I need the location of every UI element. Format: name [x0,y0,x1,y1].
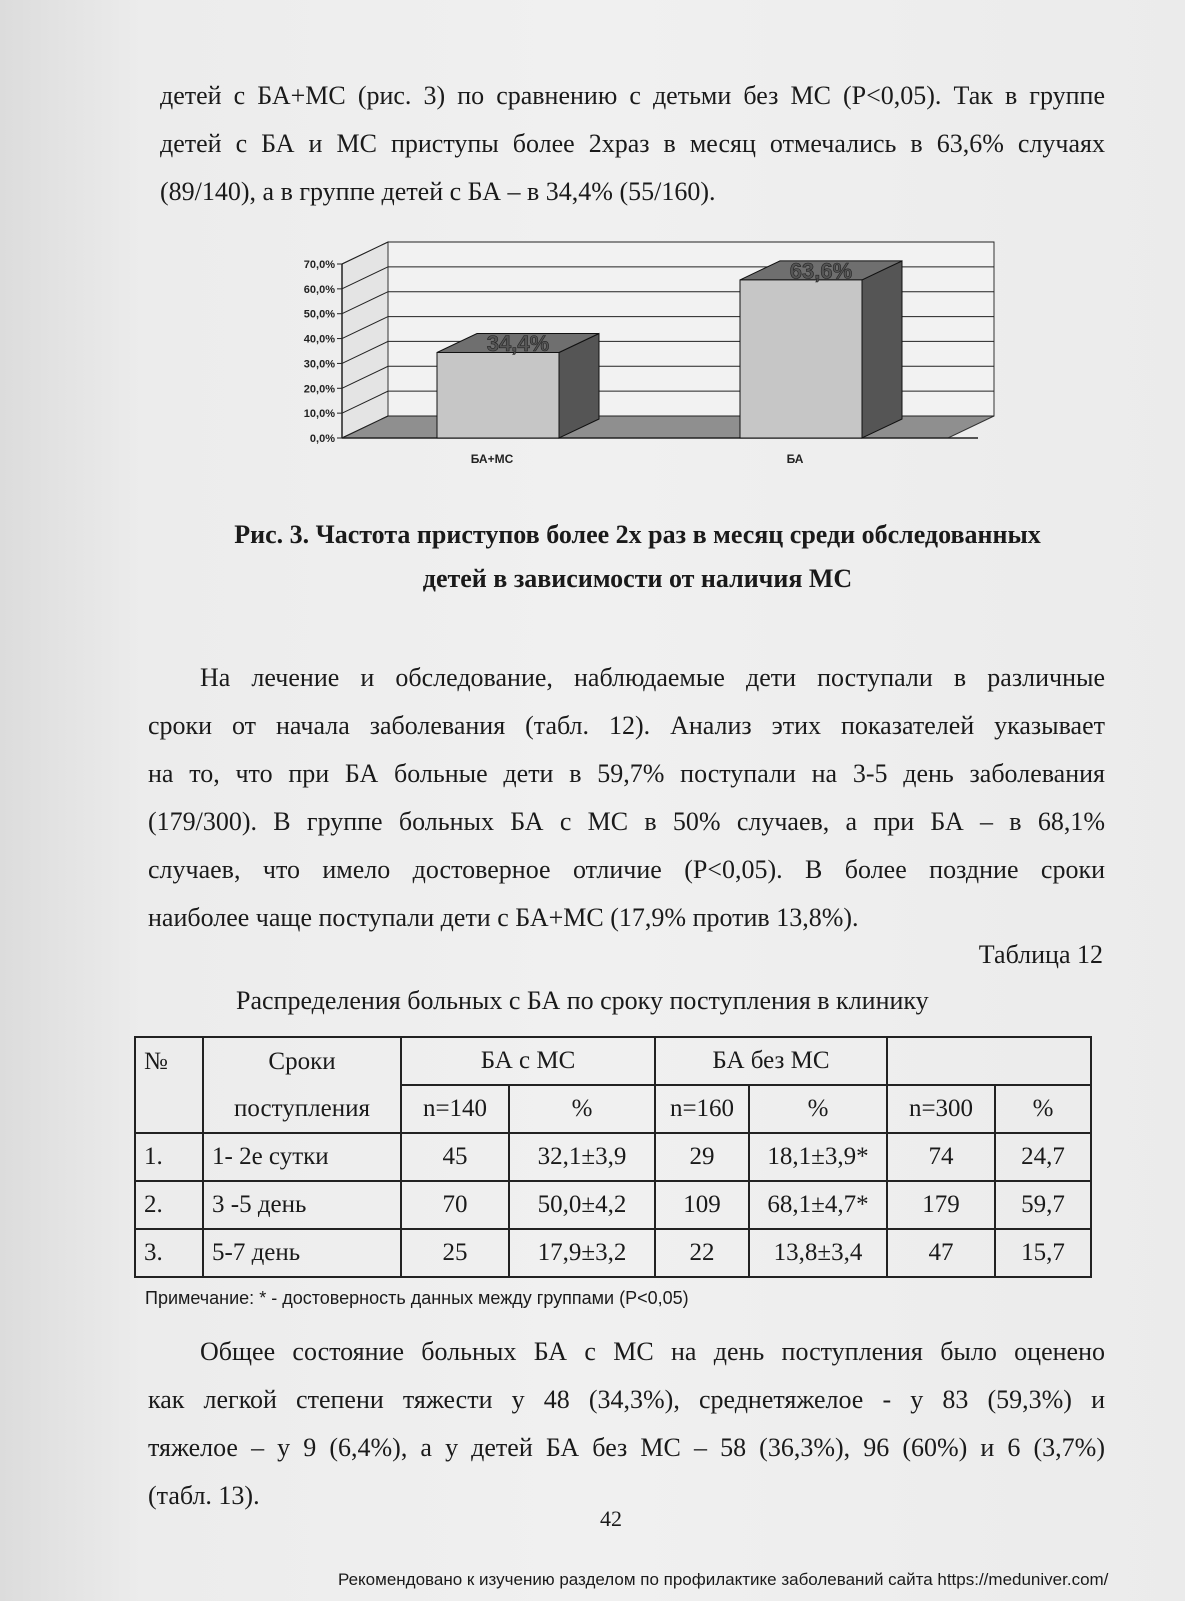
y-tick-label: 30,0% [303,358,335,371]
row-no: 1. [135,1133,203,1181]
table-row [135,1133,1091,1181]
bar [740,280,862,438]
row-p3: 59,7 [995,1181,1091,1229]
text-line: (табл. 13). [148,1481,260,1510]
table-number: Таблица 12 [978,940,1103,969]
header-n3: n=300 [887,1085,995,1133]
footer-note: Рекомендовано к изучению разделом по профилактике заболеваний сайта https://meduniver.com/ [338,1570,1109,1589]
text-line: детей с БА+МС (рис. 3) по сравнению с детьми без МС (Р<0,05). Так в группе [160,81,1105,110]
header-group-ba-ms: БА с МС [401,1037,655,1085]
row-p2: 18,1±3,9* [749,1133,887,1181]
table-header-row [135,1037,1091,1085]
page-number: 42 [600,1506,622,1531]
bar [437,352,559,438]
data-label: 63,6% [789,258,853,284]
y-tick-label: 70,0% [303,259,335,271]
row-period: 1- 2е сутки [203,1133,401,1181]
text-line: Общее состояние больных БА с МС на день поступления было оценено [200,1337,1105,1366]
row-p2: 68,1±4,7* [749,1181,887,1229]
header-no: № [135,1037,203,1085]
text-line: (89/140), а в группе детей с БА – в 34,4% (55/160). [160,177,716,206]
table-note: Примечание: * - достоверность данных между группами (Р<0,05) [145,1288,689,1308]
row-no: 2. [135,1181,203,1229]
chart-side-wall [342,242,388,438]
row-p3: 24,7 [995,1133,1091,1181]
header-pct2: % [749,1085,887,1133]
text-line: На лечение и обследование, наблюдаемые дети поступали в различные [200,663,1105,692]
text-line: наиболее чаще поступали дети с БА+МС (17,9% против 13,8%). [148,903,859,932]
row-n2: 29 [655,1133,749,1181]
header-period-line1: Сроки [203,1037,401,1085]
text-line: детей с БА и МС приступы более 2храз в месяц отмечались в 63,6% случаях [160,129,1105,158]
y-tick-label: 20,0% [303,383,335,396]
header-n1: n=140 [401,1085,509,1133]
table-row [135,1229,1091,1277]
y-tick-label: 50,0% [303,308,335,321]
y-tick-label: 40,0% [303,333,335,346]
text-line: на то, что при БА больные дети в 59,7% поступали на 3-5 день заболевания [148,759,1105,788]
row-n3: 179 [887,1181,995,1229]
header-n2: n=160 [655,1085,749,1133]
row-p1: 32,1±3,9 [509,1133,655,1181]
x-tick-label: БА [786,452,804,466]
row-no: 3. [135,1229,203,1277]
row-n2: 22 [655,1229,749,1277]
text-line: как легкой степени тяжести у 48 (34,3%), среднетяжелое - у 83 (59,3%) и [148,1385,1105,1414]
bar-side [862,261,902,438]
second-paragraph [148,654,1105,942]
text-line: тяжелое – у 9 (6,4%), а у детей БА без МС – 58 (36,3%), 96 (60%) и 6 (3,7%) [148,1433,1105,1462]
row-p2: 13,8±3,4 [749,1229,887,1277]
header-group-ba: БА без МС [655,1037,887,1085]
header-pct1: % [509,1085,655,1133]
row-n1: 45 [401,1133,509,1181]
row-p1: 17,9±3,2 [509,1229,655,1277]
header-period-line2: поступления [203,1085,401,1133]
header-total [887,1037,1091,1085]
row-n3: 74 [887,1133,995,1181]
y-tick-label: 0,0% [309,433,335,445]
x-tick-label: БА+МС [470,452,514,466]
y-tick-label: 10,0% [303,408,335,421]
row-period: 3 -5 день [203,1181,401,1229]
header-pct3: % [995,1085,1091,1133]
text-line: сроки от начала заболевания (табл. 12). Анализ этих показателей указывает [148,711,1105,740]
row-n1: 70 [401,1181,509,1229]
row-p1: 50,0±4,2 [509,1181,655,1229]
row-n1: 25 [401,1229,509,1277]
text-line: случаев, что имело достоверное отличие (Р<0,05). В более поздние сроки [148,855,1105,884]
table-title: Распределения больных с БА по сроку поступления в клинику [236,986,929,1015]
row-n3: 47 [887,1229,995,1277]
admission-table [134,1036,1092,1278]
row-period: 5-7 день [203,1229,401,1277]
table-row [135,1181,1091,1229]
intro-paragraph [160,72,1105,216]
bar-chart [280,226,1000,482]
figure-caption-line2: детей в зависимости от наличия МС [422,564,853,593]
row-p3: 15,7 [995,1229,1091,1277]
figure-caption-line1: Рис. 3. Частота приступов более 2х раз в месяц среди обследованных [234,520,1041,549]
row-n2: 109 [655,1181,749,1229]
third-paragraph [148,1328,1105,1520]
header-no-cont [135,1085,203,1133]
table-subheader-row [135,1085,1091,1133]
text-line: (179/300). В группе больных БА с МС в 50% случаев, а при БА – в 68,1% [148,807,1105,836]
y-tick-label: 60,0% [303,283,335,296]
data-label: 34,4% [486,330,550,356]
